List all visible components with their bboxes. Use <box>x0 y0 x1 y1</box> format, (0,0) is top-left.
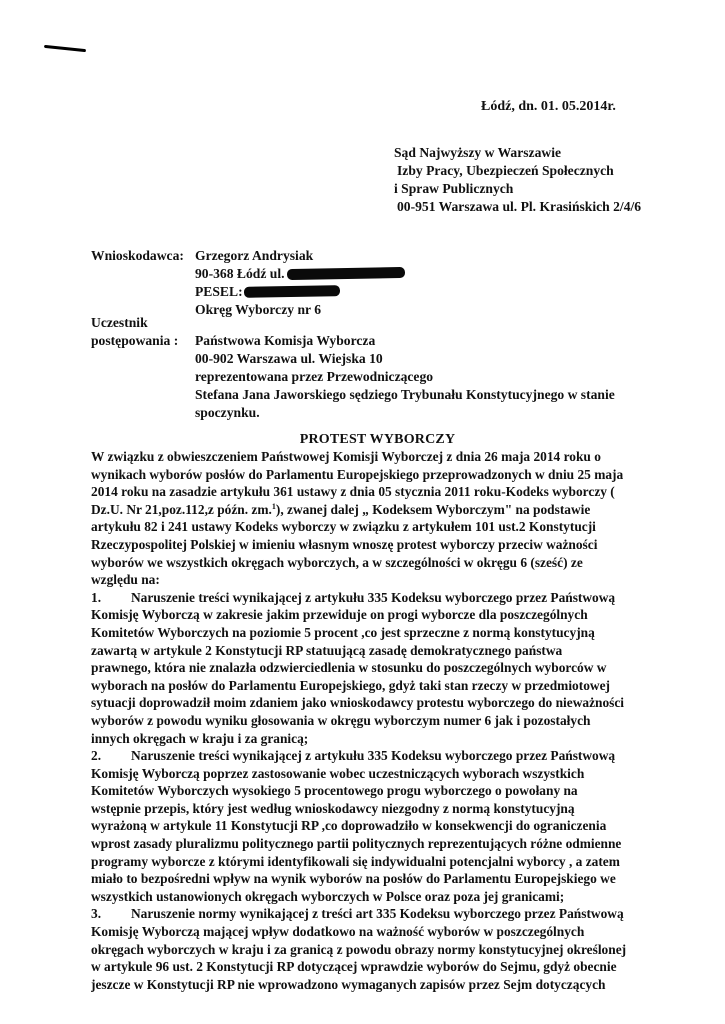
point-1-line: prawnego, która nie znalazła odzwierciedlenia w stosunku do poszczególnych wyborców w <box>91 660 607 676</box>
point-1-line: sytuacji doprowadził moim zdaniem jako wnioskodawcy protestu wyborczego do nieważności <box>91 695 625 711</box>
point-1-line: Komisję Wyborczą w zakresie jakim przewiduje on progi wyborcze dla poszczególnych <box>91 607 588 623</box>
body-line: 2014 roku na zasadzie artykułu 361 ustawy z dnia 05 stycznia 2011 roku-Kodeks wyborczy ( <box>91 484 615 500</box>
participant-label-1: Uczestnik <box>91 315 148 330</box>
point-1-line: wyborach na posłów do Parlamentu Europejskiego, gdyż taki stan rzeczy w przedmiotowej <box>91 677 610 693</box>
point-text: Naruszenie treści wynikającej z artykułu 335 Kodeksu wyborczego przez Państwową <box>131 589 616 605</box>
point-2-line: miało to bezpośredni wpływ na wynik wyborów na posłów do Parlamentu Europejskiego we <box>91 871 616 887</box>
participant-representative: Stefana Jana Jaworskiego sędziego Trybunału Konstytucyjnego w stanie <box>195 387 615 402</box>
point-3-line: jeszcze w Konstytucji RP nie wprowadzono wymaganych zapisów przez Sejm dotyczących <box>91 976 606 992</box>
body-line: wynikach wyborów posłów do Parlamentu Europejskiego przeprowadzonych w dniu 25 maja <box>91 466 624 482</box>
point-1-line: zawartą w artykule 2 Konstytucji RP statuującą zasadę demokratycznego państwa <box>91 642 563 658</box>
body-line: artykułu 82 i 241 ustawy Kodeks wyborczy w związku z artykułem 101 ust.2 Konstytucji <box>91 519 596 535</box>
participant-representation: reprezentowana przez Przewodniczącego <box>195 369 434 384</box>
participant-label-2: postępowania : <box>91 333 179 348</box>
point-3-line: okręgach wyborczych w kraju i za granicą z powodu obrazy normy konstytucyjnej określonej <box>91 941 627 957</box>
court-address <box>394 144 641 216</box>
court-chamber: Izby Pracy, Ubezpieczeń Społecznych <box>397 163 614 178</box>
applicant-district: Okręg Wyborczy nr 6 <box>195 302 321 317</box>
court-name: Sąd Najwyższy w Warszawie <box>394 145 562 160</box>
point-2-line <box>91 747 703 765</box>
applicant-pesel-label: PESEL: <box>195 284 243 299</box>
point-3-line: w artykule 96 ust. 2 Konstytucji RP dotyczącej wprawdzie wyborów do Sejmu, gdyż obecnie <box>91 959 617 975</box>
applicant-address: 90-368 Łódź ul. <box>195 266 285 281</box>
applicant-block <box>91 247 321 319</box>
point-2-line: Komisję Wyborczą poprzez zastosowanie wobec uczestniczących wyborach wszystkich <box>91 765 585 781</box>
point-number: 3. <box>91 906 102 922</box>
point-1-line: innych okręgach w kraju i za granicą; <box>91 730 309 746</box>
document-date: Łódź, dn. 01. 05.2014r. <box>481 99 616 114</box>
point-1-line: wyborów z powodu wyniku głosowania w okręgu wyborczym numer 6 jak i pozostałych <box>91 712 591 728</box>
court-chamber-cont: i Spraw Publicznych <box>394 181 514 196</box>
body-line: względu na: <box>91 572 160 588</box>
point-number: 1. <box>91 589 102 605</box>
applicant-label: Wnioskodawca: <box>91 248 184 263</box>
body-line: Dz.U. Nr 21,poz.112,z późn. zm.$^1$), zwanej dalej „ Kodeksem Wyborczym" na podstawie <box>91 501 591 517</box>
participant-name: Państwowa Komisja Wyborcza <box>195 333 376 348</box>
point-2-line: wstępnie przepis, który jest według wnioskodawcy niezgodny z normą konstytucyjną <box>91 800 575 816</box>
title-text: PROTEST WYBORCZY <box>299 432 456 447</box>
point-2-line: wszystkich ustanowionych okręgach wyborczych w Polsce oraz poza jej granicami; <box>91 888 565 904</box>
point-3-line: Komisję Wyborczą mającej wpływ dodatkowo na ważność wyborów w poszczególnych <box>91 924 585 940</box>
scan-mark <box>44 45 86 52</box>
body-line: wyborów we wszystkich okręgach wyborczych, a w szczególności w okręgu 6 (sześć) ze <box>91 554 583 570</box>
body-line: Rzeczypospolitej Polskiej w imieniu własnym wnoszę protest wyborczy przeciw ważności <box>91 536 598 552</box>
point-number: 2. <box>91 748 102 764</box>
point-2-line: wprost zasady pluralizmu politycznego partii politycznych reprezentujących różne odmienne <box>91 836 622 852</box>
point-text: Naruszenie treści wynikającej z artykułu 335 Kodeksu wyborczego przez Państwową <box>131 748 616 764</box>
applicant-name: Grzegorz Andrysiak <box>195 248 314 263</box>
point-3-line <box>91 905 703 923</box>
point-text: Naruszenie normy wynikającej z treści art 335 Kodeksu wyborczego przez Państwową <box>131 906 624 922</box>
court-street: 00-951 Warszawa ul. Pl. Krasińskich 2/4/6 <box>397 199 642 214</box>
point-1-line <box>91 589 703 607</box>
body-line: W związku z obwieszczeniem Państwowej Komisji Wyborczej z dnia 26 maja 2014 roku o <box>91 449 601 464</box>
point-2-line: wyrażoną w artykule 11 Konstytucji RP ,co doprowadziło w konsekwencji do ograniczenia <box>91 818 607 834</box>
point-2-line: Komitetów Wyborczych wysokiego 5 procentowego progu wyborczego o powołany na <box>91 783 578 799</box>
document-body <box>91 448 703 993</box>
point-2-line: programy wyborcze z którymi identyfikowali się indywidualni potencjalni wyborcy , a zatem <box>91 853 620 869</box>
redaction-mark <box>244 285 340 298</box>
document-title <box>0 432 725 448</box>
point-1-line: Komitetów Wyborczych na poziomie 5 procent ,co jest sprzeczne z normą konstytucyjną <box>91 624 595 640</box>
participant-block <box>91 314 615 422</box>
redaction-mark <box>286 267 404 280</box>
participant-representative-cont: spoczynku. <box>195 405 260 420</box>
participant-address: 00-902 Warszawa ul. Wiejska 10 <box>195 351 383 366</box>
